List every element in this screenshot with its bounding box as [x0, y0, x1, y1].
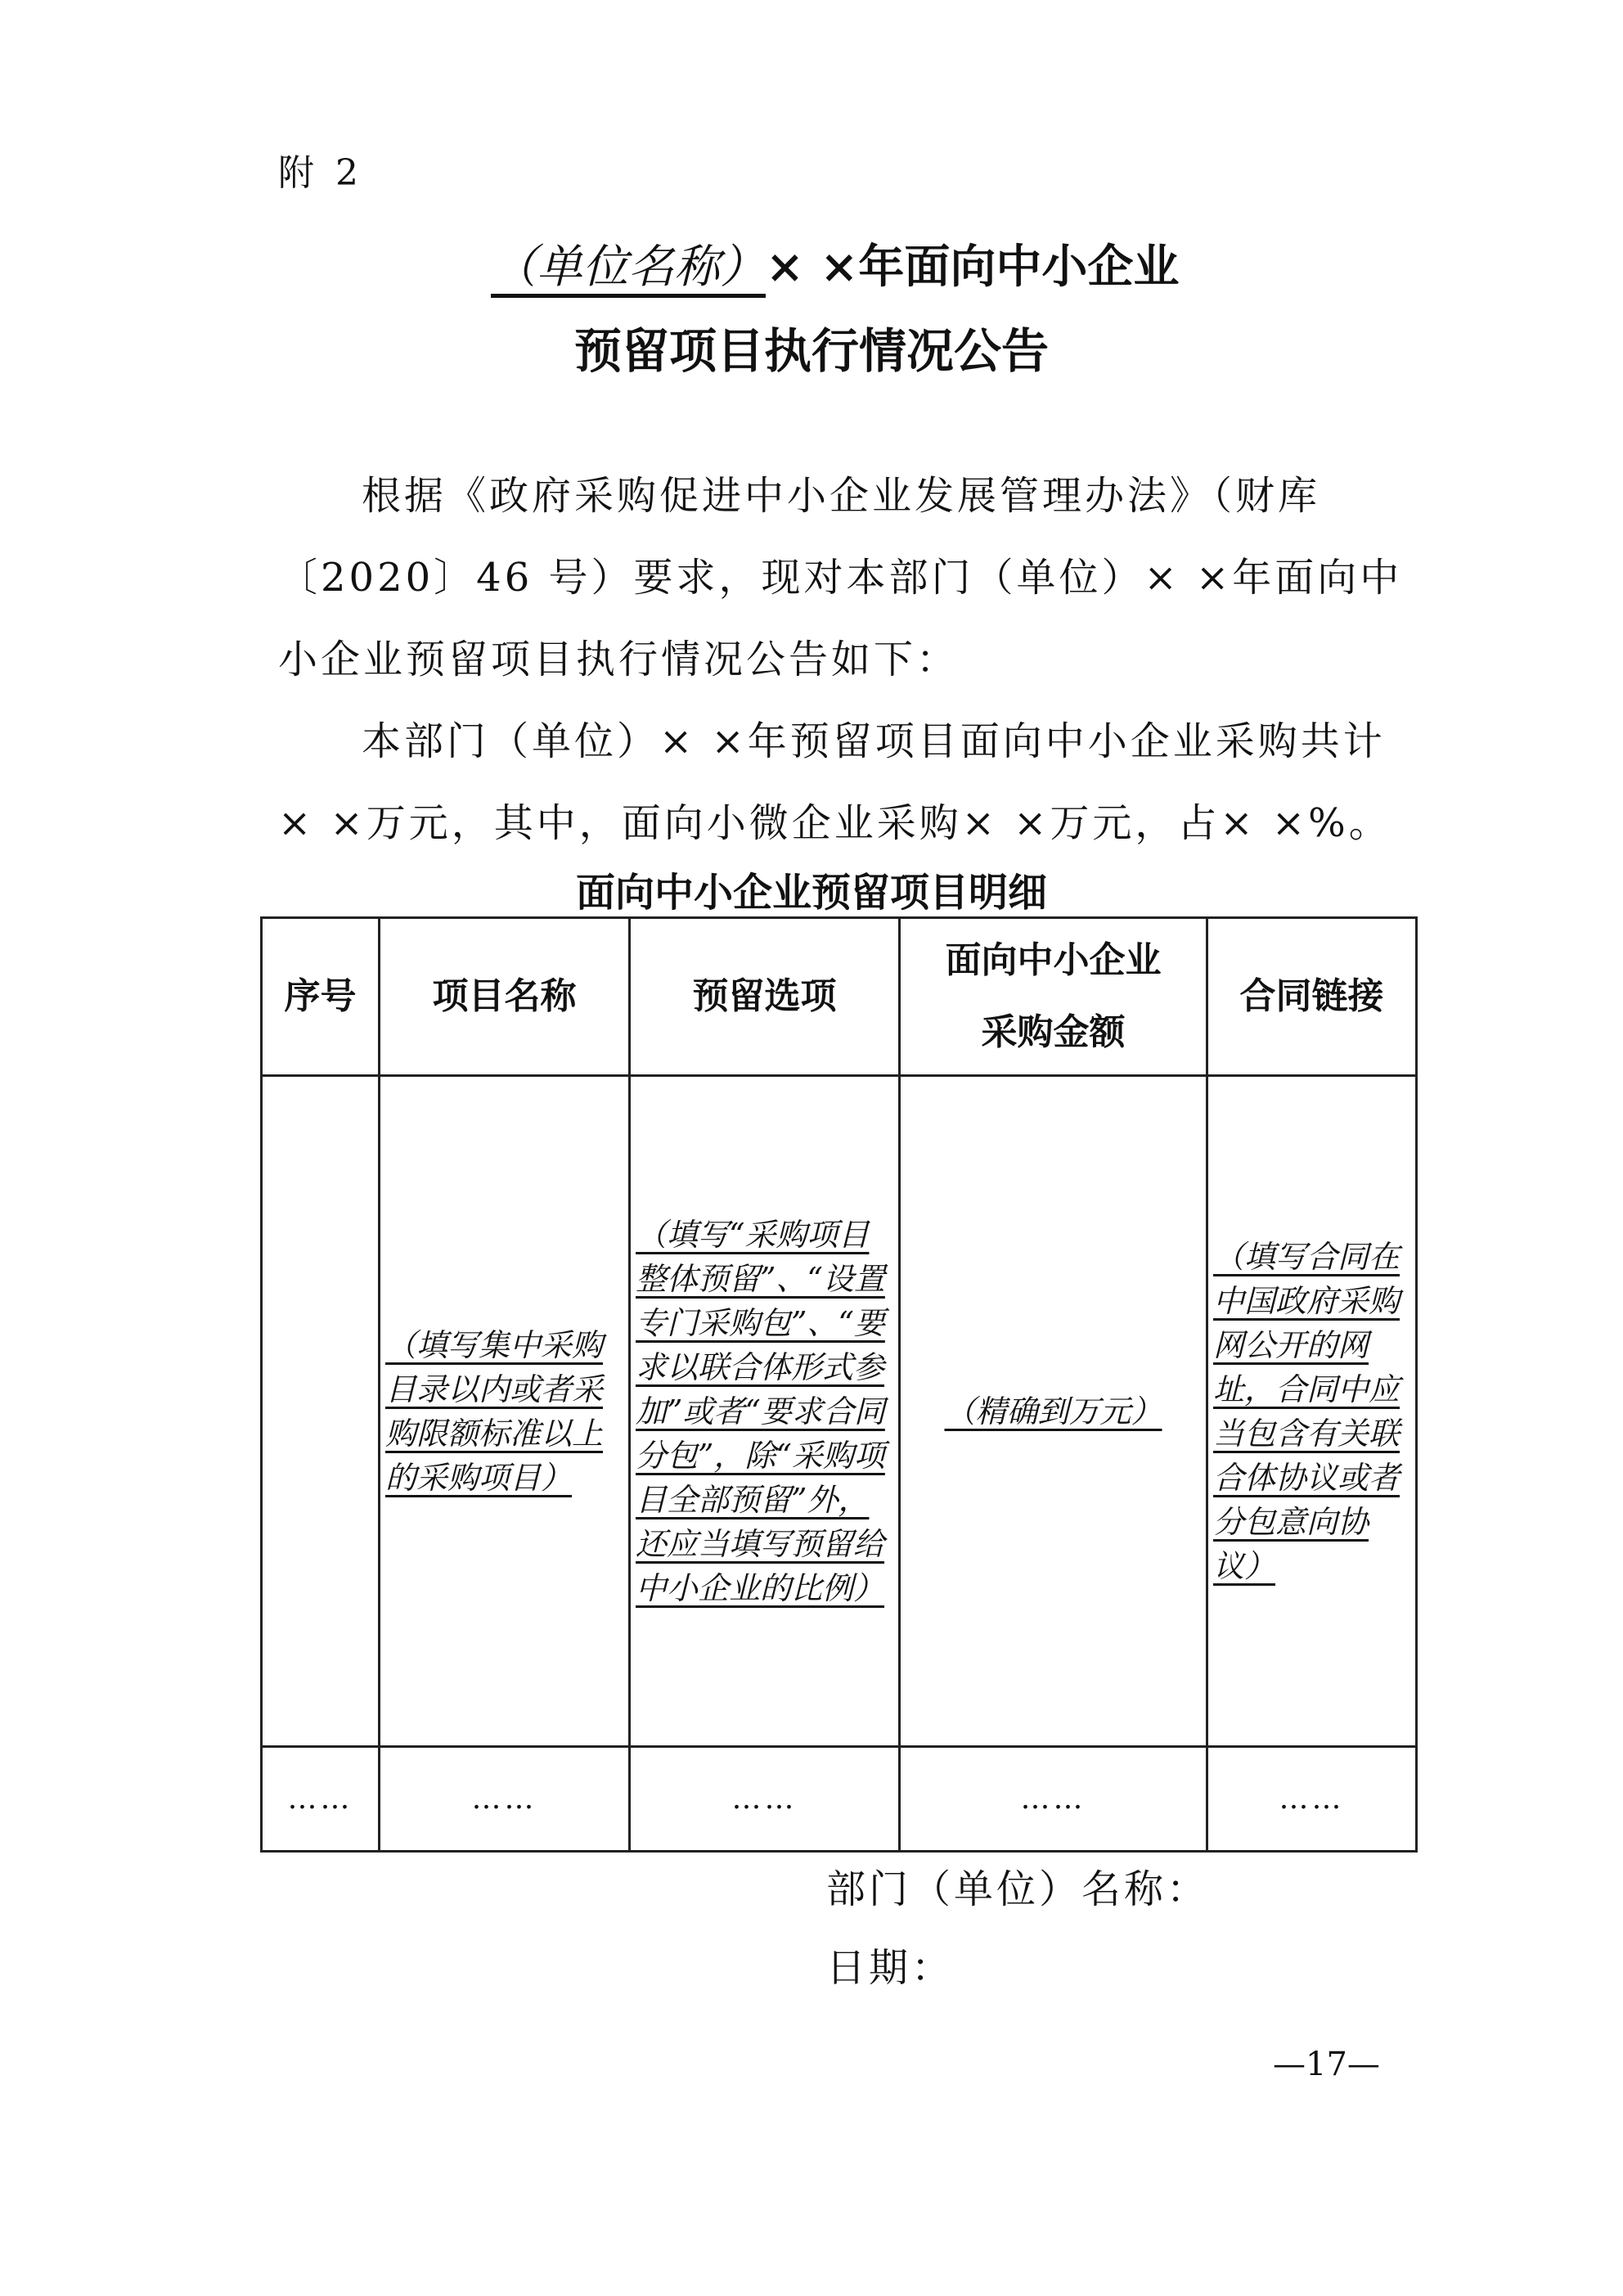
header-amount: 面向中小企业采购金额: [900, 918, 1207, 1076]
ellipsis-cell: ……: [380, 1747, 630, 1852]
reserve-option-note: （填写“采购项目整体预留”、“设置专门采购包”、“要求以联合体形式参加”或者“要求合同分包”，除“采购项目全部预留”外，还应当填写预留给中小企业的比例）: [636, 1216, 885, 1606]
table-row: [262, 1076, 1417, 1747]
cell-seq: [262, 1076, 380, 1747]
cell-amount: [900, 1076, 1207, 1747]
attachment-label: 附 2: [278, 152, 363, 194]
header-seq: 序号: [262, 918, 380, 1076]
contract-link-note: （填写合同在中国政府采购网公开的网址，合同中应当包含有关联合体协议或者分包意向协议）: [1213, 1238, 1400, 1584]
intro-paragraph: 根据《政府采购促进中小企业发展管理办法》（财库〔2020〕46 号）要求，现对本部门（单位）× ×年面向中小企业预留项目执行情况公告如下：: [278, 473, 1403, 682]
dept-name-label: 部门（单位）名称：: [826, 1866, 1210, 1912]
amount-note: （精确到万元）: [944, 1393, 1162, 1429]
ellipsis-cell: ……: [1207, 1747, 1417, 1852]
ellipsis-cell: ……: [630, 1747, 900, 1852]
table-title: 面向中小企业预留项目明细: [575, 870, 1047, 916]
header-reserve-option: 预留选项: [630, 918, 900, 1076]
cell-project-name: [380, 1076, 630, 1747]
ellipsis-cell: ……: [900, 1747, 1207, 1852]
header-contract-link: 合同链接: [1207, 918, 1417, 1076]
title-line-2: 预留项目执行情况公告: [573, 323, 1049, 379]
title-line-1-rest: × ×年面向中小企业: [766, 240, 1180, 294]
cell-contract-link: [1207, 1076, 1417, 1747]
unit-name-placeholder: （单位名称）: [491, 241, 766, 294]
ellipsis-cell: ……: [262, 1747, 380, 1852]
page-number: —17—: [1273, 2046, 1380, 2083]
table-row: [262, 1747, 1417, 1852]
summary-paragraph: 本部门（单位）× ×年预留项目面向中小企业采购共计× ×万元，其中，面向小微企业采购× ×万元，占× ×%。: [278, 718, 1391, 846]
table-header-row: [262, 918, 1417, 1076]
detail-table: [260, 916, 1418, 1853]
project-name-note: （填写集中采购目录以内或者采购限额标准以上的采购项目）: [385, 1326, 604, 1496]
date-label: 日期：: [826, 1945, 955, 1991]
header-project-name: 项目名称: [380, 918, 630, 1076]
cell-reserve-option: [630, 1076, 900, 1747]
title-line-1: [491, 231, 1179, 296]
